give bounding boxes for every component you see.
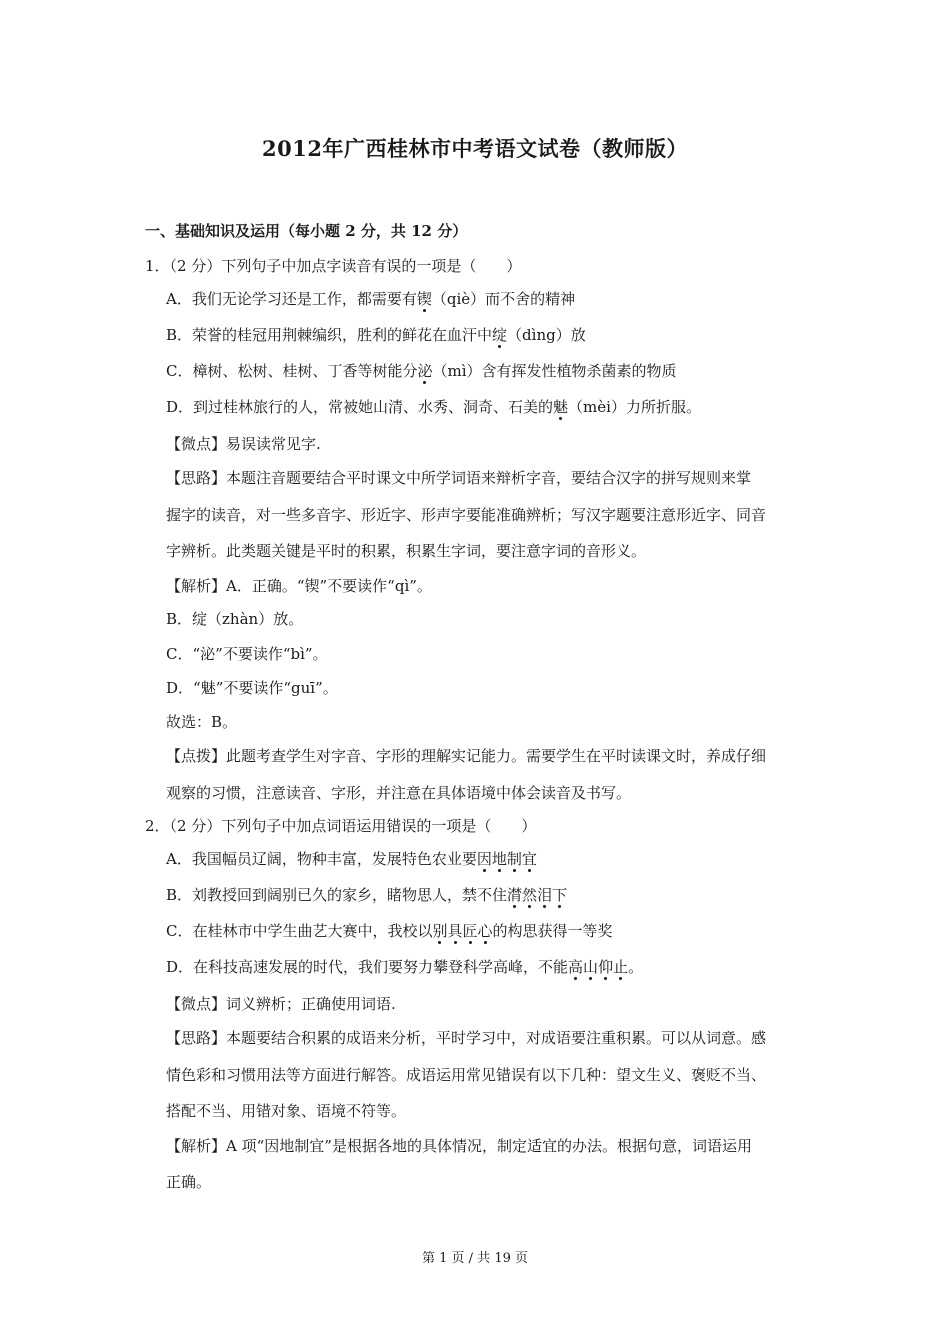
q1-jiexi-c: C．“泌”不要读作“bì”。: [166, 645, 328, 663]
q1-answer: 故选：B。: [166, 713, 238, 731]
q2-jiexi-line-2: 正确。: [166, 1173, 212, 1191]
q1-silu-line-1: 【思路】本题注音题要结合平时课文中所学词语来辩析字音，要结合汉字的拼写规则来掌: [166, 469, 752, 487]
q1-silu-line-2: 握字的读音，对一些多音字、形近字、形声字要能准确辨析；写汉字题要注意形近字、同音: [166, 506, 767, 524]
q2-silu-line-3: 搭配不当、用错对象、语境不符等。: [166, 1102, 407, 1120]
q1-weidian: 【微点】易误读常见字.: [166, 435, 321, 453]
q2-silu-line-2: 情色彩和习惯用法等方面进行解答。成语运用常见错误有以下几种：望文生义、褒贬不当、: [166, 1066, 767, 1084]
q1-jiexi-b: B．绽（zhàn）放。: [166, 610, 304, 628]
question-1-stem: 1．（2 分）下列句子中加点字读音有误的一项是（ ）: [145, 257, 522, 275]
q2-option-a: A．我国幅员辽阔，物种丰富，发展特色农业要因地制宜: [166, 850, 537, 868]
q2-weidian: 【微点】词义辨析；正确使用词语.: [166, 995, 396, 1013]
section-heading: 一、基础知识及运用（每小题 2 分，共 12 分）: [145, 222, 468, 240]
q2-silu-line-1: 【思路】本题要结合积累的成语来分析，平时学习中，对成语要注重积累。可以从词意。感: [166, 1029, 767, 1047]
q1-silu-line-3: 字辨析。此类题关键是平时的积累，积累生字词，要注意字词的音形义。: [166, 542, 647, 560]
q2-jiexi-line-1: 【解析】A 项“因地制宜”是根据各地的具体情况，制定适宜的办法。根据句意，词语运用: [166, 1137, 752, 1155]
q1-jiexi-a: 【解析】A．正确。“锲”不要读作“qì”。: [166, 577, 432, 595]
page-footer: 第 1 页 / 共 19 页: [422, 1251, 528, 1266]
q1-option-d: D．到过桂林旅行的人，常被她山清、水秀、洞奇、石美的魅（mèi）力所折服。: [166, 398, 701, 416]
q1-jiexi-d: D．“魅”不要读作“guī”。: [166, 679, 338, 697]
q2-option-d: D．在科技高速发展的时代，我们要努力攀登科学高峰，不能高山仰止。: [166, 958, 644, 976]
q2-option-b: B．刘教授回到阔别已久的家乡，睹物思人，禁不住潸然泪下: [166, 886, 568, 904]
q1-dianbo-line-2: 观察的习惯，注意读音、字形，并注意在具体语境中体会读音及书写。: [166, 784, 632, 802]
q1-option-b: B．荣誉的桂冠用荆棘编织，胜利的鲜花在血汗中绽（dìng）放: [166, 326, 586, 344]
q1-option-a: A．我们无论学习还是工作，都需要有锲（qiè）而不舍的精神: [166, 290, 576, 308]
q2-option-c: C．在桂林市中学生曲艺大赛中，我校以别具匠心的构思获得一等奖: [166, 922, 613, 940]
page-title: 2012年广西桂林市中考语文试卷（教师版）: [262, 136, 688, 161]
q1-dianbo-line-1: 【点拨】此题考查学生对字音、字形的理解实记能力。需要学生在平时读课文时，养成仔细: [166, 747, 767, 765]
q1-option-c: C．樟树、松树、桂树、丁香等树能分泌（mì）含有挥发性植物杀菌素的物质: [166, 362, 677, 380]
question-2-stem: 2．（2 分）下列句子中加点词语运用错误的一项是（ ）: [145, 817, 537, 835]
